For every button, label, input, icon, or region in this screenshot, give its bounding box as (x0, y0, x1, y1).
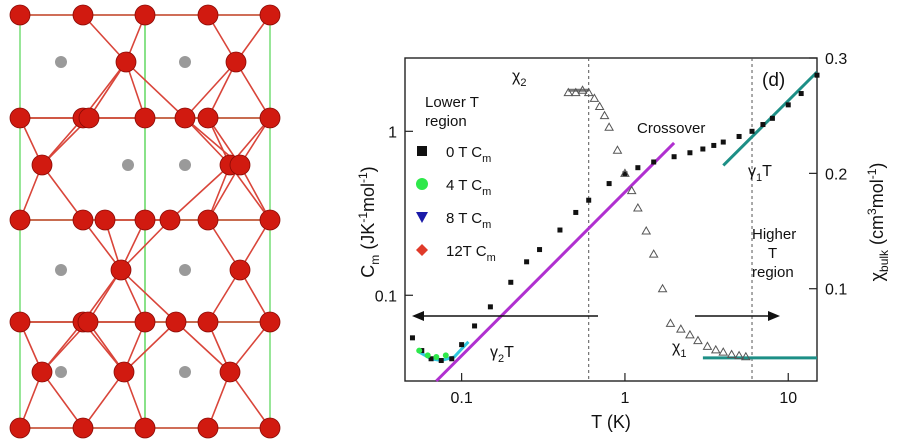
center-atom (179, 264, 191, 276)
y-left-tick-label: 0.1 (374, 288, 397, 306)
crossover-label: Crossover (637, 120, 706, 137)
legend-label: 0 T $C_m$ (446, 144, 492, 165)
legend-label: 4 T $C_m$ (446, 177, 492, 198)
lattice-atom (111, 260, 131, 280)
lattice-atom (135, 108, 155, 128)
unit-cell-outline (145, 322, 270, 428)
data-point (770, 116, 775, 121)
lattice-atom (116, 52, 136, 72)
lattice-atom (10, 210, 30, 230)
chi2-label: $\chi_2$ (512, 68, 527, 89)
lattice-atom (135, 418, 155, 438)
legend-marker (416, 178, 428, 190)
lattice-atom (198, 312, 218, 332)
crystal-lattice-diagram (10, 5, 280, 438)
lattice-atom (230, 260, 250, 280)
chi1-label: $\chi_1$ (672, 339, 687, 360)
data-point (694, 337, 702, 344)
lattice-atom (198, 5, 218, 25)
lattice-atom (160, 210, 180, 230)
specific-heat-chart (356, 51, 891, 432)
lattice-atom (198, 108, 218, 128)
data-point (687, 150, 692, 155)
data-point (425, 352, 431, 358)
data-point (712, 346, 720, 353)
data-point (799, 91, 804, 96)
lattice-atom (73, 418, 93, 438)
data-point (634, 204, 642, 211)
x-axis-title: T (K) (591, 412, 631, 432)
legend-label: 12T $C_m$ (446, 243, 496, 264)
data-point (472, 323, 477, 328)
x-tick-label: 1 (620, 390, 630, 407)
lattice-atom (260, 418, 280, 438)
lattice-atom (32, 155, 52, 175)
legend (416, 144, 496, 264)
unit-cell-outline (145, 220, 270, 322)
lattice-atom (135, 210, 155, 230)
x-tick-label: 10 (779, 390, 798, 407)
data-point (601, 112, 609, 119)
data-point (750, 129, 755, 134)
lattice-atom (135, 312, 155, 332)
data-point (613, 146, 621, 153)
data-point (650, 250, 658, 257)
bond-line (83, 372, 124, 428)
center-atom (179, 56, 191, 68)
data-point (721, 140, 726, 145)
data-point (443, 352, 449, 358)
data-point (488, 304, 493, 309)
center-atom (55, 56, 67, 68)
legend-label: 8 T $C_m$ (446, 210, 492, 231)
lattice-atom (79, 108, 99, 128)
data-point (416, 348, 422, 354)
lattice-atom (73, 5, 93, 25)
lattice-atom (135, 5, 155, 25)
bond-line (42, 372, 83, 428)
lattice-atom (260, 5, 280, 25)
center-atom (179, 159, 191, 171)
data-point (537, 247, 542, 252)
y-right-tick-label: 0.2 (825, 166, 848, 184)
center-atom (122, 159, 134, 171)
data-point (711, 143, 716, 148)
lattice-atom (260, 108, 280, 128)
region-boundary-lines (589, 58, 752, 381)
data-point (508, 280, 513, 285)
data-point (635, 165, 640, 170)
data-point (439, 358, 444, 363)
lower-region-label: Lower T region (425, 94, 479, 130)
lattice-atom (226, 52, 246, 72)
data-point (672, 154, 677, 159)
legend-marker (416, 244, 428, 256)
data-point (700, 147, 705, 152)
center-atom (55, 264, 67, 276)
center-atom (55, 366, 67, 378)
data-point (737, 134, 742, 139)
data-point (410, 335, 415, 340)
lattice-atom (10, 5, 30, 25)
lattice-atom (10, 108, 30, 128)
data-point (586, 198, 591, 203)
higher-region-arrow (695, 311, 780, 321)
y-right-tick-label: 0.1 (825, 281, 848, 299)
bond-line (170, 165, 230, 220)
data-point (459, 342, 464, 347)
unit-cell-outline (145, 118, 270, 220)
data-point (433, 354, 439, 360)
data-point (760, 122, 765, 127)
x-axis-ticks (451, 373, 798, 407)
lattice-atom (10, 418, 30, 438)
lattice-atom (32, 362, 52, 382)
data-point (815, 73, 820, 78)
data-point (677, 325, 685, 332)
lattice-atom (78, 312, 98, 332)
data-point (703, 342, 711, 349)
right-y-axis-ticks (809, 51, 847, 299)
legend-marker (416, 212, 428, 223)
data-point (651, 159, 656, 164)
data-point (596, 102, 604, 109)
data-point (557, 228, 562, 233)
legend-marker (417, 146, 427, 156)
y-right-tick-label: 0.3 (825, 51, 848, 68)
y-axis-left-title: $C_m$ $(JK^{-1}mol^{-1})$ (356, 166, 382, 278)
lattice-atom (260, 210, 280, 230)
data-point (449, 356, 454, 361)
lattice-atom (73, 210, 93, 230)
lattice-atom (114, 362, 134, 382)
data-point (659, 285, 667, 292)
data-point (524, 259, 529, 264)
x-tick-label: 0.1 (450, 390, 473, 407)
gamma1T-label: $\gamma_1T$ (748, 163, 772, 184)
data-point (642, 227, 650, 234)
lattice-atom (220, 362, 240, 382)
data-point (666, 319, 674, 326)
unit-cell-outline (145, 15, 270, 118)
lattice-atom (198, 418, 218, 438)
lattice-atom (230, 155, 250, 175)
higher-region-label: Higher T region (752, 226, 797, 281)
data-point (686, 331, 694, 338)
y-axis-right-title: $\chi_{bulk}$ $(cm^3mol^{-1})$ (865, 162, 891, 282)
gamma2T-label: $\gamma_2T$ (490, 344, 514, 365)
lattice-atom (198, 210, 218, 230)
data-point (607, 181, 612, 186)
center-atom (179, 366, 191, 378)
lattice-atom (175, 108, 195, 128)
panel-label: (d) (762, 70, 786, 91)
data-point (605, 123, 613, 130)
data-point (573, 210, 578, 215)
lattice-atom (95, 210, 115, 230)
lattice-atom (260, 312, 280, 332)
data-point (786, 102, 791, 107)
lattice-atom (166, 312, 186, 332)
data-point (719, 348, 727, 355)
left-y-axis-ticks (375, 124, 413, 305)
lattice-atom (10, 312, 30, 332)
y-left-tick-label: 1 (388, 124, 397, 142)
